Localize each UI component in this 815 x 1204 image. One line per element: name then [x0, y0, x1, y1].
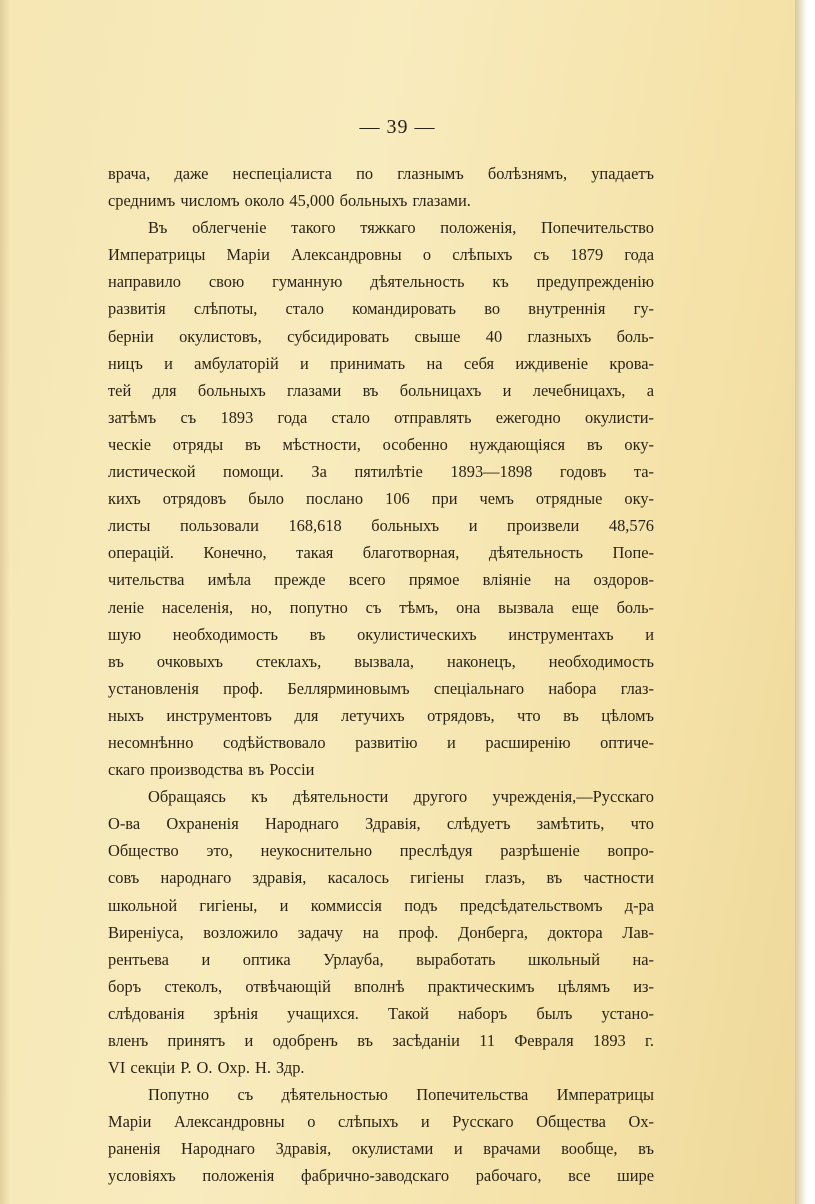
- text-line: Обращаясь къ дѣятельности другого учрежденія,—Русскаго: [148, 787, 654, 807]
- page-edge: [795, 0, 815, 1204]
- text-line: VI секціи Р. О. Охр. Н. Здр.: [108, 1058, 305, 1078]
- text-line: затѣмъ съ 1893 года стало отправлять ежегодно окулисти-: [108, 407, 654, 427]
- paragraph-3: [108, 783, 654, 1081]
- text-line: Виреніуса, возложило задачу на проф. Донберга, доктора Лав-: [108, 922, 654, 942]
- text-line: врача, даже неспеціалиста по глазнымъ болѣзнямъ, упадаетъ: [108, 164, 654, 183]
- text-line: развитія слѣпоты, стало командировать во внутреннія гу-: [108, 299, 654, 319]
- text-line: раненія Народнаго Здравія, окулистами и врачами вообще, въ: [108, 1139, 654, 1159]
- text-line: направило свою гуманную дѣятельность къ предупрежденію: [108, 272, 654, 292]
- text-line: условіяхъ положенія фабрично-заводскаго рабочаго, все шире: [108, 1166, 654, 1186]
- text-line: Общество это, неукоснительно преслѣдуя разрѣшеніе вопро-: [108, 841, 654, 861]
- text-line: рентьева и оптика Урлауба, выработать школьный на-: [108, 949, 654, 969]
- paragraph-2: [108, 214, 654, 783]
- text-line: скаго производства въ Россіи: [108, 760, 315, 780]
- text-line: совъ народнаго здравія, касалось гигіены глазъ, въ частности: [108, 868, 654, 888]
- text-line: ческіе отряды въ мѣстности, особенно нуждающіяся въ оку-: [108, 434, 654, 454]
- text-line: леніе населенія, но, попутно съ тѣмъ, она вызвала еще боль-: [108, 597, 654, 617]
- paragraph-4: [108, 1081, 654, 1189]
- text-line: Попутно съ дѣятельностью Попечительства Императрицы: [148, 1085, 654, 1105]
- text-line: берніи окулистовъ, субсидировать свыше 40 глазныхъ боль-: [108, 326, 654, 346]
- text-line: школьной гигіены, и коммиссія подъ предсѣдательствомъ д-ра: [108, 895, 654, 915]
- text-line: О-ва Охраненія Народнаго Здравія, слѣдуетъ замѣтить, что: [108, 814, 654, 834]
- text-line: листической помощи. За пятилѣтіе 1893—1898 годовъ та-: [108, 462, 654, 482]
- text-line: Въ облегченіе такого тяжкаго положенія, Попечительство: [148, 218, 654, 238]
- text-line: шую необходимость въ окулистическихъ инструментахъ и: [108, 624, 654, 644]
- text-line: листы пользовали 168,618 больныхъ и произвели 48,576: [108, 516, 654, 536]
- text-line: вленъ принятъ и одобренъ въ засѣданіи 11 Февраля 1893 г.: [108, 1031, 654, 1050]
- text-line: чительства имѣла прежде всего прямое вліяніе на оздоров-: [108, 570, 654, 590]
- page-number: — 39 —: [359, 116, 436, 138]
- text-line: несомнѣнно содѣйствовало развитію и расширенію оптиче-: [108, 732, 654, 752]
- text-line: ницъ и амбулаторій и принимать на себя иждивеніе крова-: [108, 353, 654, 373]
- text-line: Маріи Александровны о слѣпыхъ и Русскаго Общества Ох-: [108, 1112, 654, 1132]
- text-line: кихъ отрядовъ было послано 106 при чемъ отрядные оку-: [108, 489, 654, 509]
- text-line: въ очковыхъ стеклахъ, вызвала, наконецъ, необходимость: [108, 651, 654, 671]
- text-line: ныхъ инструментовъ для летучихъ отрядовъ, что въ цѣломъ: [108, 705, 654, 725]
- text-line: операцій. Конечно, такая благотворная, дѣятельность Попе-: [108, 543, 654, 563]
- text-line: слѣдованія зрѣнія учащихся. Такой наборъ былъ устано-: [108, 1003, 654, 1023]
- paragraph-1: [108, 160, 654, 214]
- text-line: боръ стеколъ, отвѣчающій вполнѣ практическимъ цѣлямъ из-: [108, 976, 654, 996]
- body-text: [108, 160, 654, 1190]
- text-line: Императрицы Маріи Александровны о слѣпыхъ съ 1879 года: [108, 245, 654, 265]
- text-line: тей для больныхъ глазами въ больницахъ и лечебницахъ, а: [108, 380, 654, 400]
- text-line: среднимъ числомъ около 45,000 больныхъ глазами.: [108, 191, 471, 211]
- text-line: установленія проф. Беллярминовымъ спеціальнаго набора глаз-: [108, 678, 654, 698]
- binding-shadow: [0, 0, 10, 1204]
